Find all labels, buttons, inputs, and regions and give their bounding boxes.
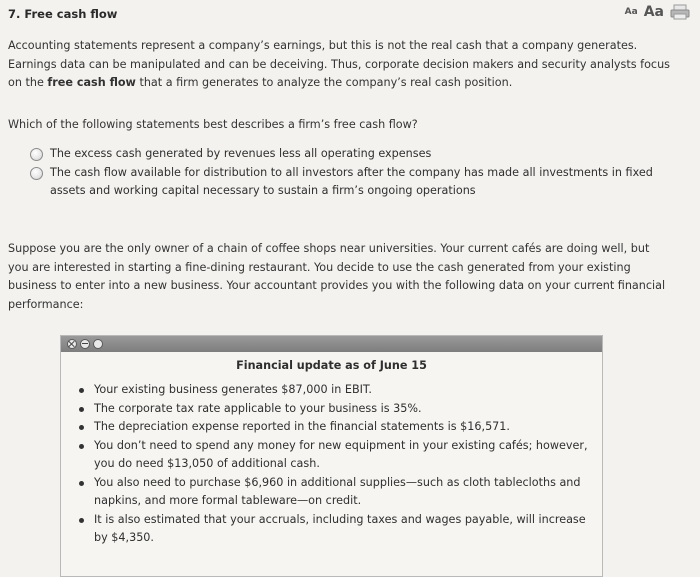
answer-option-label: The cash flow available for distribution to all investors after the company has made all investments in fixed assets and working capital necessary to sustain a firm’s ongoing operations [50,165,653,197]
question-prompt: Which of the following statements best describes a firm’s free cash flow? [8,118,418,131]
list-item: You don’t need to spend any money for new equipment in your existing cafés; however, you do need $13,050 of additional cash. [94,437,602,474]
intro-paragraph [8,37,672,93]
answer-option[interactable] [30,164,670,201]
toolbar [625,4,690,20]
radio-button[interactable] [30,148,43,161]
print-icon[interactable] [670,4,690,20]
list-item: Your existing business generates $87,000 in EBIT. [94,381,602,400]
financial-update-window [60,335,603,577]
financial-update-title: Financial update as of June 15 [236,359,427,372]
intro-text-2: that a firm generates to analyze the company’s real cash position. [135,76,513,89]
intro-text-1: Accounting statements represent a company’s earnings, but this is not the real cash that a company generates. Earnings data can be manipulated and can be deceiving. Thus, corporate decision makers and security analysts focus on the [8,39,671,89]
answer-option[interactable] [30,145,670,164]
increase-text-size-button[interactable]: Aa [643,4,664,20]
scenario-paragraph: Suppose you are the only owner of a chain of coffee shops near universities. Your current cafés are doing well, but you are interested in starting a fine-dining restaurant. You decide to use the cash generated from your existing business to enter into a new business. Your accountant provides you with the following data on your current financial performance: [8,242,666,311]
financial-update-list [61,381,602,548]
list-item: The depreciation expense reported in the financial statements is $16,571. [94,418,602,437]
decrease-text-size-button[interactable]: Aa [624,7,638,17]
radio-button[interactable] [30,167,43,180]
close-icon[interactable] [67,339,77,349]
list-item: The corporate tax rate applicable to your business is 35%. [94,400,602,419]
intro-bold-term: free cash flow [47,76,136,89]
list-item: It is also estimated that your accruals, including taxes and wages payable, will increase by $4,350. [94,511,602,548]
minimize-icon[interactable] [80,339,90,349]
answer-option-label: The excess cash generated by revenues less all operating expenses [50,147,432,160]
maximize-icon[interactable] [93,339,103,349]
window-titlebar [61,336,602,352]
question-title: 7. Free cash flow [8,7,118,21]
answer-options [30,145,670,201]
list-item: You also need to purchase $6,960 in additional supplies—such as cloth tablecloths and napkins, and more formal tableware—on credit. [94,474,602,511]
